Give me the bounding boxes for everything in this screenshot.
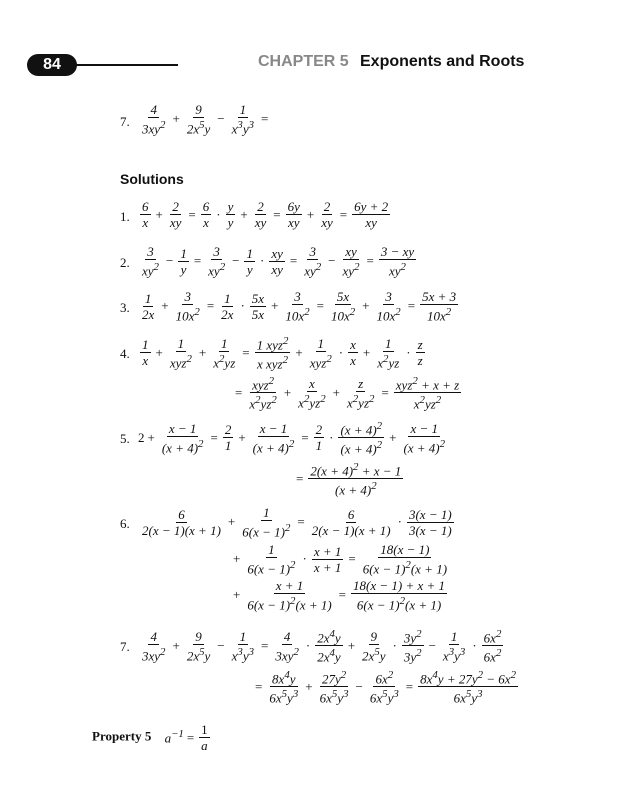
solution-6-line-1: $\frac{6}{2(x - 1)(x + 1)}$ + $\frac{1}{6(x - 1)^2}$ = $\frac{6}{2(x - 1)(x + 1)}$ · $\frac{3(x - 1)}{3(x - 1)}$: [142, 505, 452, 540]
exercise-expression: $\frac{4}{3xy^2}$ + $\frac{9}{2x^5y}$ − $\frac{1}{x^3y^3}$ =: [142, 102, 269, 137]
exercise-number: 7.: [120, 114, 130, 129]
solution-7-line-2: = $\frac{8x^4y}{6x^5y^3}$ + $\frac{27y^2}{6x^5y^3}$ − $\frac{6x^2}{6x^5y^3}$ = $\frac{8x^4y + 27y^2 - 6x^2}{6x^5y^3}$: [255, 669, 516, 706]
solution-5-number: 5.: [120, 431, 130, 446]
solution-2: $\frac{3}{xy^2}$ − $\frac{1}{y}$ = $\frac{3}{xy^2}$ − $\frac{1}{y}$ · $\frac{xy}{xy}$ = $\frac{3}{xy^2}$ − $\frac{xy}{xy^2}$ = $\frac{3 - xy}{xy^2}$: [142, 244, 415, 279]
solution-7-number: 7.: [120, 639, 130, 654]
solution-4-line-1: $\frac{1}{x}$ + $\frac{1}{xyz^2}$ + $\frac{1}{x^2yz}$ = $\frac{1 xyz^2}{x xyz^2}$ + $\frac{1}{xyz^2}$ · $\frac{x}{x}$ + $\frac{1}{x^2yz}$ · $\frac{z}{z}$: [142, 335, 423, 372]
solution-6-number: 6.: [120, 516, 130, 531]
solution-4-line-2: = $\frac{xyz^2}{x^2yz^2}$ + $\frac{x}{x^2yz^2}$ + $\frac{z}{x^2yz^2}$ = $\frac{xyz^2 + x + z}{x^2yz^2}$: [235, 375, 460, 412]
chapter-label: CHAPTER 5: [258, 53, 349, 70]
page-number: 84: [27, 54, 77, 76]
solution-1: $\frac{6}{x}$ + $\frac{2}{xy}$ = $\frac{6}{x}$ · $\frac{y}{y}$ + $\frac{2}{xy}$ = $\frac{6y}{xy}$ + $\frac{2}{xy}$ = $\frac{6y + 2}{xy}$: [142, 199, 389, 230]
chapter-title: Exponents and Roots: [360, 53, 525, 70]
solution-1-number: 1.: [120, 209, 130, 224]
page-header: [0, 50, 635, 80]
property-box: Property 5 $a^{-1}$ = $\frac{1}{a}$: [92, 722, 208, 753]
solution-4-number: 4.: [120, 346, 130, 361]
solution-3: $\frac{1}{2x}$ + $\frac{3}{10x^2}$ = $\frac{1}{2x}$ · $\frac{5x}{5x}$ + $\frac{3}{10x^2}$ = $\frac{5x}{10x^2}$ + $\frac{3}{10x^2}$ = $\frac{5x + 3}{10x^2}$: [142, 289, 457, 324]
solution-5-line-2: = $\frac{2(x + 4)^2 + x - 1}{(x + 4)^2}$: [296, 461, 402, 498]
solution-5-line-1: 2 + $\frac{x - 1}{(x + 4)^2}$ = $\frac{2}{1}$ + $\frac{x - 1}{(x + 4)^2}$ = $\frac{2}{1}$ · $\frac{(x + 4)^2}{(x + 4)^2}$ + $\frac{x - 1}{(x + 4)^2}$: [138, 420, 446, 457]
solution-3-number: 3.: [120, 300, 130, 315]
solution-6-line-2: + $\frac{1}{6(x - 1)^2}$ · $\frac{x + 1}{x + 1}$ = $\frac{18(x - 1)}{6(x - 1)^2(x + 1)}$: [233, 542, 448, 577]
solution-2-number: 2.: [120, 255, 130, 270]
header-rule: [70, 64, 178, 66]
solution-6-line-3: + $\frac{x + 1}{6(x - 1)^2(x + 1)}$ = $\frac{18(x - 1) + x + 1}{6(x - 1)^2(x + 1)}$: [233, 578, 446, 613]
solutions-heading: Solutions: [120, 171, 184, 187]
property-label: Property 5: [92, 728, 152, 744]
solution-7-line-1: $\frac{4}{3xy^2}$ + $\frac{9}{2x^5y}$ − $\frac{1}{x^3y^3}$ = $\frac{4}{3xy^2}$ · $\frac{2x^4y}{2x^4y}$ + $\frac{9}{2x^5y}$ · $\frac{3y^2}{3y^2}$ − $\frac{1}{x^3y^3}$ · $\frac{6x^2}{6x^2}$: [142, 628, 502, 665]
